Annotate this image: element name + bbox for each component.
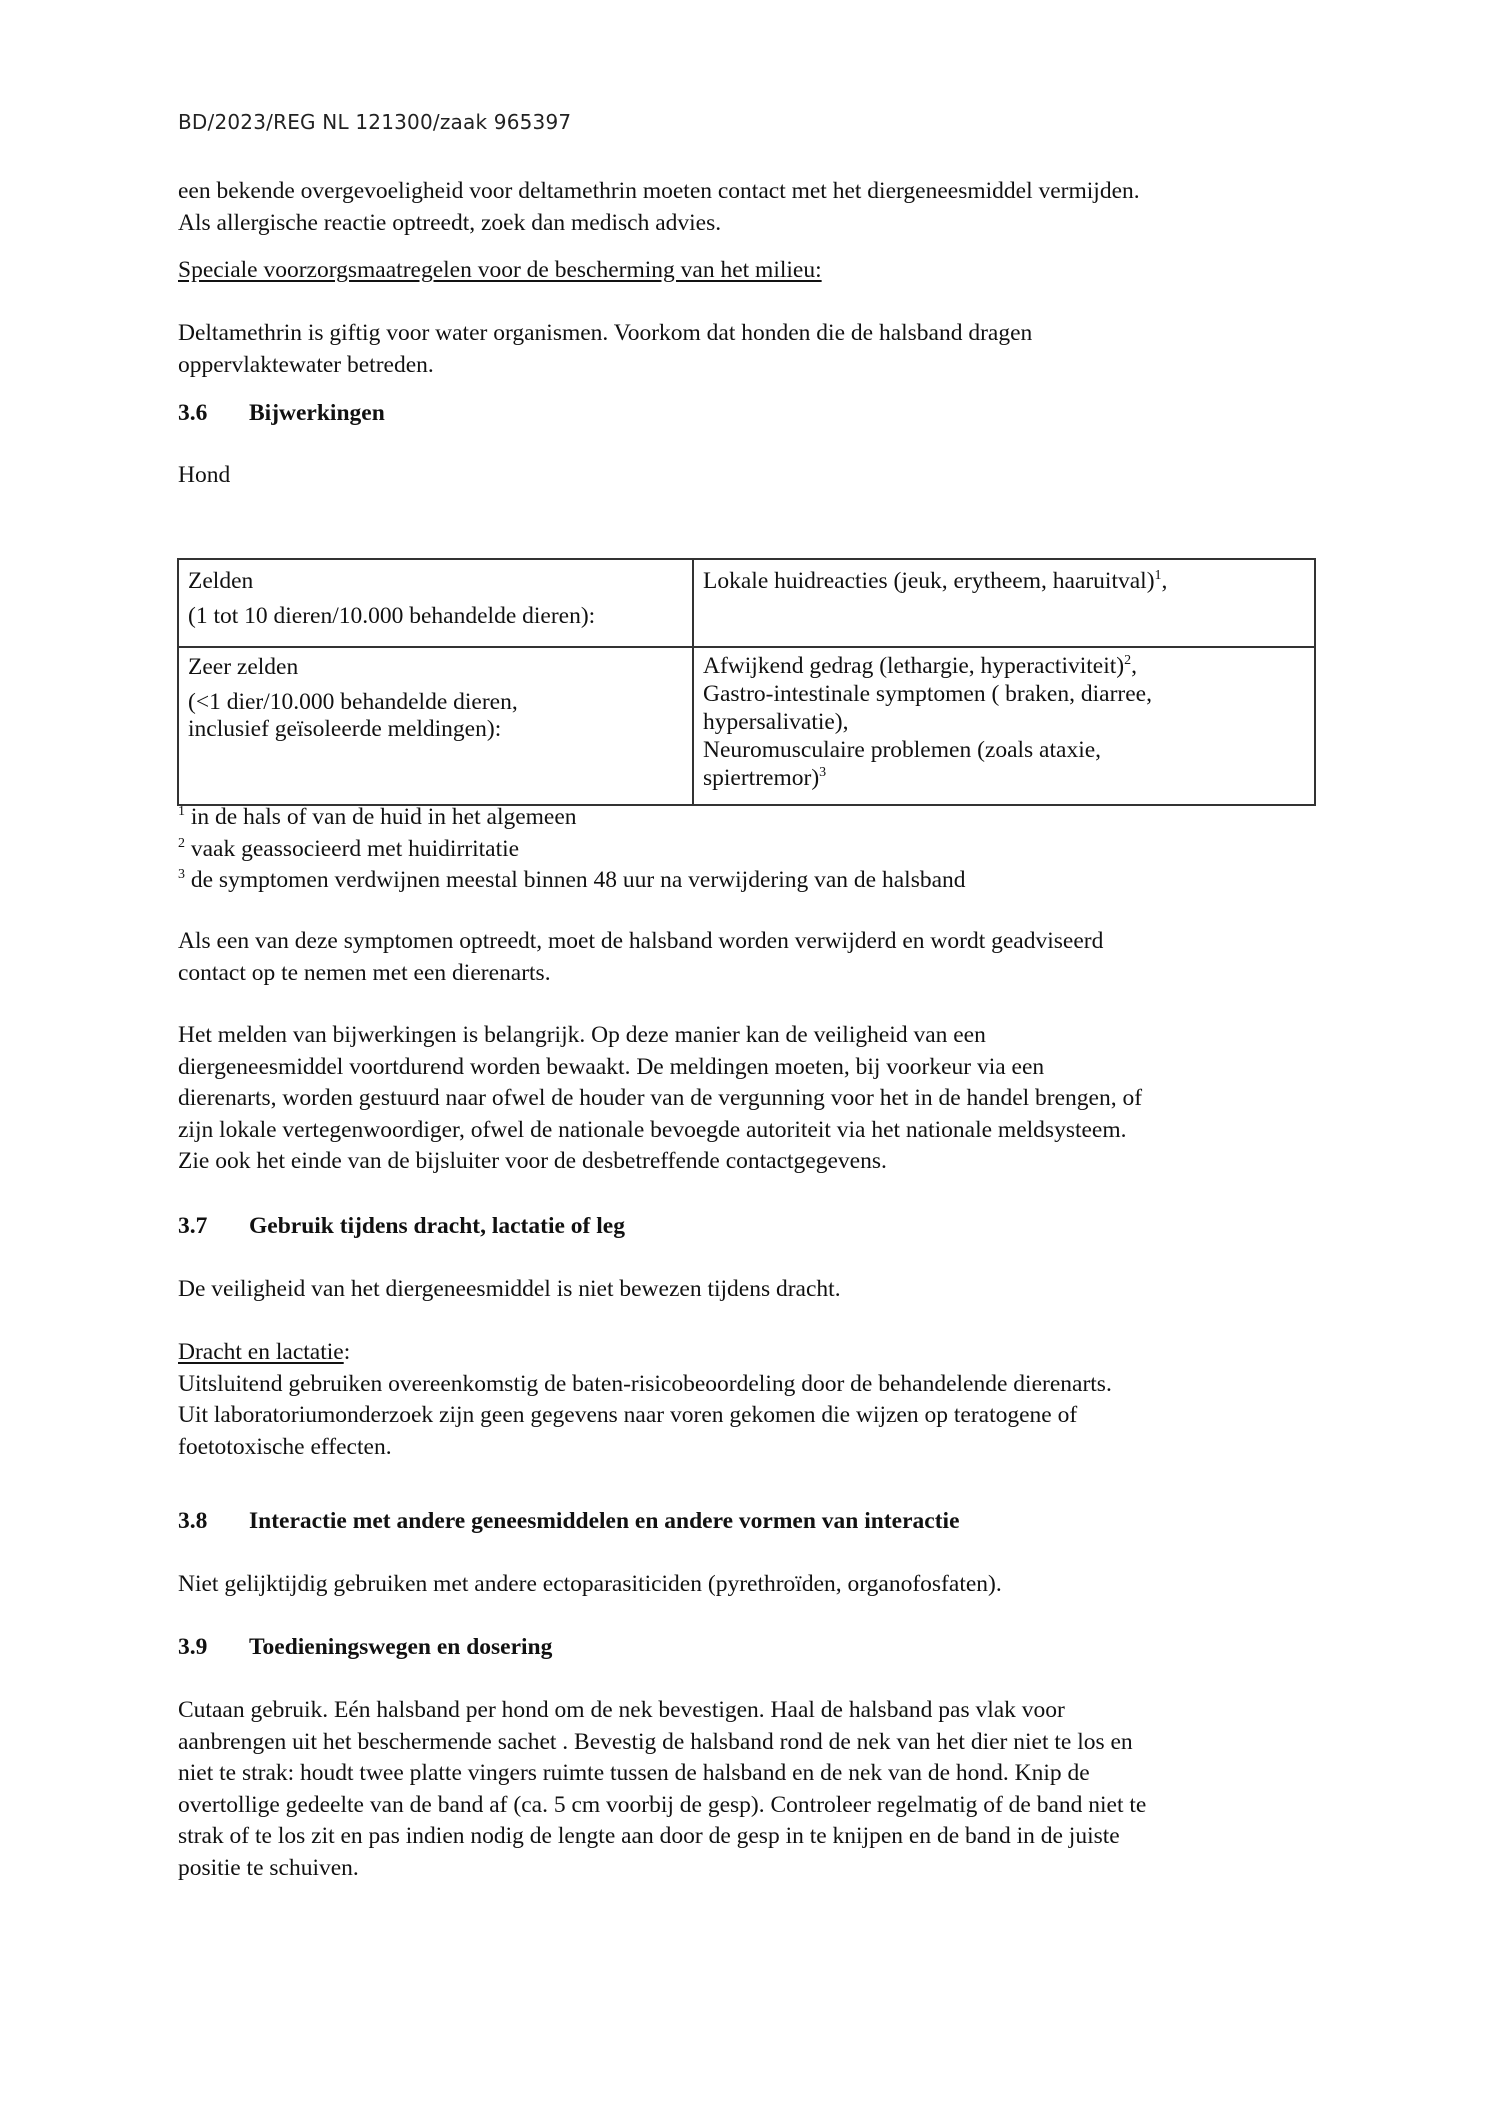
effect-item: hypersalivatie), — [703, 709, 849, 735]
subheading-line — [178, 1337, 1328, 1369]
symptoms-paragraph — [178, 926, 1328, 989]
document-reference-header: BD/2023/REG NL 121300/zaak 965397 — [178, 110, 572, 134]
pregnancy-subheading: Dracht en lactatie — [178, 1339, 344, 1365]
text-line: Als allergische reactie optreedt, zoek dan medisch advies. — [178, 209, 722, 236]
footnote — [178, 802, 1328, 834]
section-heading-3-6 — [178, 398, 1328, 430]
footnote-ref: 1 — [1154, 568, 1162, 583]
section-number: 3.8 — [178, 1508, 208, 1534]
text-line: diergeneesmiddel voortdurend worden bewaakt. De meldingen moeten, bij voorkeur via een — [178, 1053, 1045, 1080]
section-heading-3-8 — [178, 1506, 1328, 1538]
text-line: positie te schuiven. — [178, 1854, 359, 1881]
text-line: zijn lokale vertegenwoordiger, ofwel de nationale bevoegde autoriteit via het nationale meldsysteem. — [178, 1116, 1127, 1143]
text-line: Als een van deze symptomen optreedt, moet de halsband worden verwijderd en wordt geadviseerd — [178, 928, 1104, 954]
effect-item: Neuromusculaire problemen (zoals ataxie, — [703, 737, 1102, 763]
adverse-events-table — [177, 558, 1316, 806]
text-line: Zie ook het einde van de bijsluiter voor de desbetreffende contactgegevens. — [178, 1148, 887, 1174]
footnote-text: in de hals of van de huid in het algemeen — [185, 804, 577, 830]
frequency-detail: (1 tot 10 dieren/10.000 behandelde dieren): — [188, 602, 596, 629]
text-line: Uit laboratoriumonderzoek zijn geen gegevens naar voren gekomen die wijzen op teratogene of — [178, 1402, 1078, 1428]
text-line: strak of te los zit en pas indien nodig de lengte aan door de gesp in te knijpen en de band in de juiste — [178, 1823, 1120, 1849]
effect-item — [703, 652, 1305, 680]
text-line: Het melden van bijwerkingen is belangrijk. Op deze manier kan de veiligheid van een — [178, 1022, 986, 1048]
section-heading-3-9 — [178, 1632, 1328, 1664]
reporting-paragraph — [178, 1020, 1328, 1178]
section-number: 3.6 — [178, 400, 208, 426]
effect-suffix: , — [1131, 653, 1137, 679]
text-line: Niet gelijktijdig gebruiken met andere ectoparasiticiden (pyrethroïden, organofosfaten). — [178, 1571, 1002, 1597]
text-line: aanbrengen uit het beschermende sachet . Bevestig de halsband rond de nek van het dier niet te los en — [178, 1728, 1133, 1755]
effects-cell — [693, 559, 1315, 647]
text-line: dierenarts, worden gestuurd naar ofwel de houder van de vergunning voor het in de handel brengen, of — [178, 1085, 1143, 1111]
section-title: Gebruik tijdens dracht, lactatie of leg — [249, 1213, 625, 1239]
frequency-detail: inclusief geïsoleerde meldingen): — [188, 716, 502, 742]
section-heading-3-7 — [178, 1211, 1328, 1243]
environment-subheading — [178, 255, 1328, 287]
species-label — [178, 460, 1328, 492]
footnote-ref: 2 — [1124, 653, 1132, 668]
effect-text: Lokale huidreacties (jeuk, erytheem, haaruitval) — [703, 568, 1155, 594]
species-label-text: Hond — [178, 462, 231, 488]
table-row — [178, 559, 1315, 647]
pregnancy-intro — [178, 1274, 1328, 1306]
footnote-mark: 1 — [178, 804, 185, 819]
text-line: Cutaan gebruik. Eén halsband per hond om de nek bevestigen. Haal de halsband pas vlak voor — [178, 1697, 1065, 1723]
frequency-cell — [178, 559, 693, 647]
environment-subheading-text: Speciale voorzorgsmaatregelen voor de bescherming van het milieu: — [178, 257, 822, 283]
table-footnotes — [178, 802, 1328, 897]
footnote — [178, 865, 1328, 897]
intro-paragraph — [178, 176, 1328, 239]
text-line: niet te strak: houdt twee platte vingers ruimte tussen de halsband en de nek van de hond. Knip de — [178, 1760, 1090, 1786]
footnote — [178, 834, 1328, 866]
effect-text: spiertremor) — [703, 765, 820, 791]
text-line: Deltamethrin is giftig voor water organismen. Voorkom dat honden die de halsband dragen — [178, 320, 1033, 346]
footnote-text: de symptomen verdwijnen meestal binnen 48 uur na verwijdering van de halsband — [185, 867, 966, 893]
effect-suffix: , — [1161, 568, 1168, 594]
section-title: Bijwerkingen — [249, 400, 385, 426]
footnote-ref: 3 — [819, 765, 827, 780]
footnote-mark: 3 — [178, 867, 185, 882]
text-line: een bekende overgevoeligheid voor deltamethrin moeten contact met het diergeneesmiddel vermijden. — [178, 178, 1140, 204]
text-line: overtollige gedeelte van de band af (ca. 5 cm voorbij de gesp). Controleer regelmatig of de band niet te — [178, 1791, 1147, 1818]
effect-item: Gastro-intestinale symptomen ( braken, diarree, — [703, 681, 1152, 707]
text-line: foetotoxische effecten. — [178, 1433, 392, 1460]
frequency-label: Zeer zelden — [188, 654, 299, 680]
effect-text: Afwijkend gedrag (lethargie, hyperactiviteit) — [703, 653, 1125, 679]
text-line: oppervlaktewater betreden. — [178, 351, 434, 378]
effects-cell — [693, 647, 1315, 805]
interaction-paragraph — [178, 1569, 1328, 1601]
footnote-mark: 2 — [178, 835, 185, 851]
section-number: 3.9 — [178, 1634, 208, 1660]
frequency-label: Zelden — [188, 568, 254, 594]
text-line: contact op te nemen met een dierenarts. — [178, 959, 551, 986]
footnote-text: vaak geassocieerd met huidirritatie — [185, 835, 520, 862]
text-line: De veiligheid van het diergeneesmiddel is niet bewezen tijdens dracht. — [178, 1276, 841, 1302]
dosage-paragraph — [178, 1695, 1328, 1884]
table-row — [178, 647, 1315, 805]
subheading-suffix: : — [343, 1339, 351, 1365]
effect-item — [703, 566, 1305, 598]
frequency-detail: (<1 dier/10.000 behandelde dieren, — [188, 688, 518, 715]
section-number: 3.7 — [178, 1213, 208, 1239]
section-title: Toedieningswegen en dosering — [249, 1634, 553, 1660]
effect-item — [703, 764, 1305, 792]
frequency-cell — [178, 647, 693, 805]
section-title: Interactie met andere geneesmiddelen en andere vormen van interactie — [249, 1508, 960, 1534]
pregnancy-lactation-block — [178, 1337, 1328, 1463]
text-line: Uitsluitend gebruiken overeenkomstig de baten-risicobeoordeling door de behandelende dierenarts. — [178, 1370, 1112, 1397]
environment-paragraph — [178, 318, 1328, 381]
